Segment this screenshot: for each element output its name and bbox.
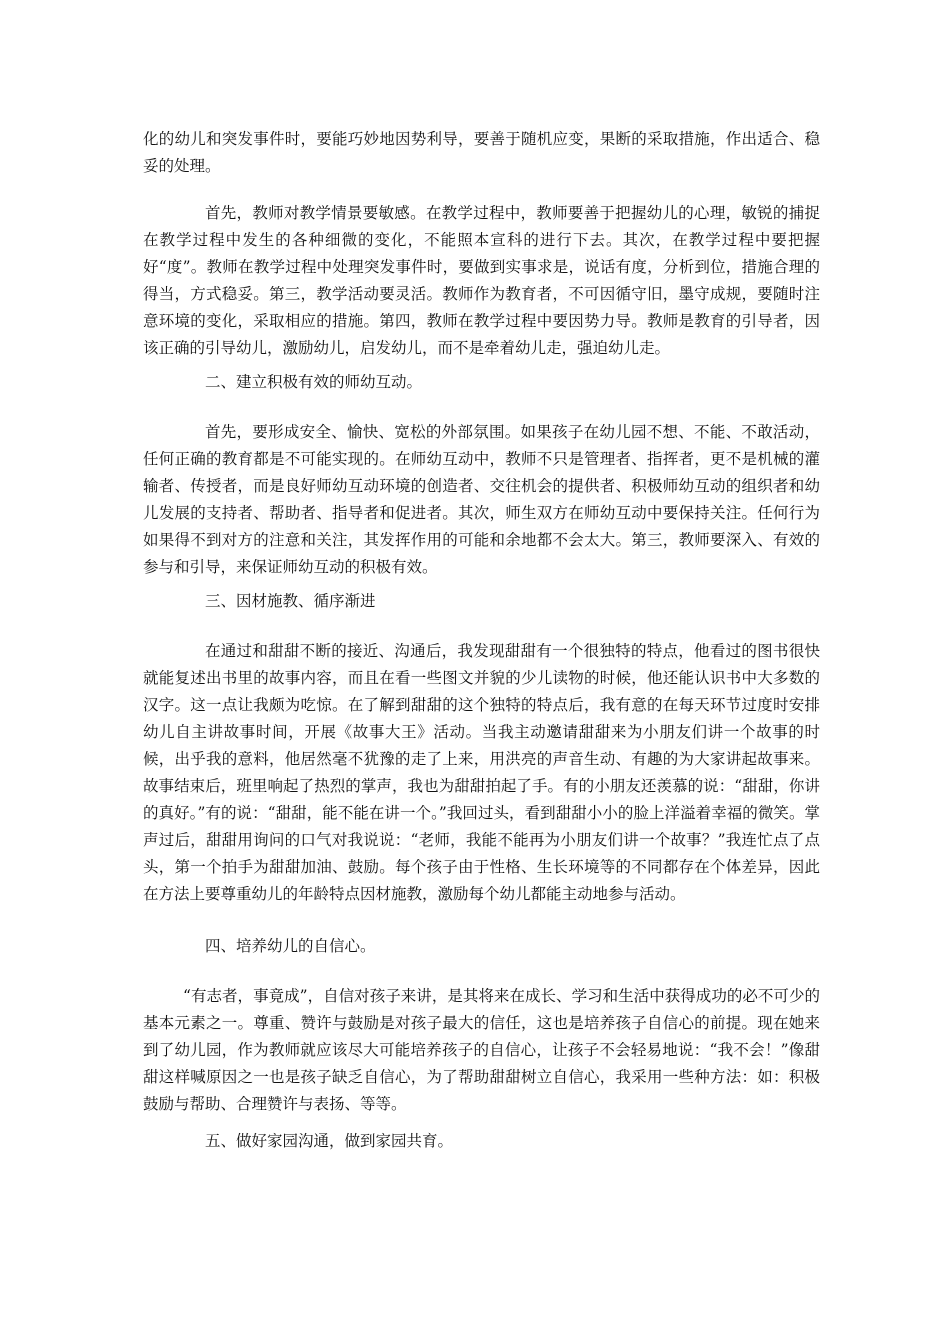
- paragraph-tiantian-story: 在通过和甜甜不断的接近、沟通后，我发现甜甜有一个很独特的特点，他看过的图书很快就能复述出书里的故事内容，而且在看一些图文并貌的少儿读物的时候，他还能认识书中大多数的汉字。这一点让我颇为吃惊。在了解到甜甜的这个独特的特点后，我有意的在每天环节过度时安排幼儿自主讲故事时间，开展《故事大王》活动。当我主动邀请甜甜来为小朋友们讲一个故事的时候，出乎我的意料，他居然毫不犹豫的走了上来，用洪亮的声音生动、有趣的为大家讲起故事来。故事结束后，班里响起了热烈的掌声，我也为甜甜拍起了手。有的小朋友还羡慕的说：“甜甜，你讲的真好。”有的说：“甜甜，能不能在讲一个。”我回过头，看到甜甜小小的脸上洋溢着幸福的微笑。掌声过后，甜甜用询问的口气对我说说：“老师，我能不能再为小朋友们讲一个故事？”我连忙点了点头，第一个拍手为甜甜加油、鼓励。每个孩子由于性格、生长环境等的不同都存在个体差异，因此在方法上要尊重幼儿的年龄特点因材施教，激励每个幼儿都能主动地参与活动。: [143, 642, 820, 903]
- paragraph-teacher-child-interaction: 首先，要形成安全、愉快、宽松的外部氛围。如果孩子在幼儿园不想、不能、不敢活动，任何正确的教育都是不可能实现的。在师幼互动中，教师不只是管理者、指挥者，更不是机械的灌输者、传授者，而是良好师幼互动环境的创造者、交往机会的提供者、积极师幼互动的组织者和幼儿发展的支持者、帮助者、指导者和促进者。其次，师生双方在师幼互动中要保持关注。任何行为如果得不到对方的注意和关注，其发挥作用的可能和余地都不会太大。第三，教师要深入、有效的参与和引导，来保证师幼互动的积极有效。: [143, 423, 820, 576]
- section-heading-2: 二、建立积极有效的师幼互动。: [205, 373, 423, 391]
- section-heading-4: 四、培养幼儿的自信心。: [205, 937, 376, 955]
- section-heading-5: 五、做好家园沟通，做到家园共育。: [205, 1132, 454, 1150]
- paragraph-confidence: “有志者，事竟成”，自信对孩子来讲，是其将来在成长、学习和生活中获得成功的必不可少的基本元素之一。尊重、赞许与鼓励是对孩子最大的信任，这也是培养孩子自信心的前提。现在她来到了幼儿园，作为教师就应该尽大可能培养孩子的自信心，让孩子不会轻易地说：“我不会！”像甜甜这样喊原因之一也是孩子缺乏自信心，为了帮助甜甜树立自信心，我采用一些种方法：如：积极鼓励与帮助、合理赞许与表扬、等等。: [143, 987, 820, 1113]
- section-heading-3: 三、因材施教、循序渐进: [205, 592, 376, 610]
- paragraph-continuation: 化的幼儿和突发事件时，要能巧妙地因势利导，要善于随机应变，果断的采取措施，作出适合、稳妥的处理。: [143, 130, 820, 175]
- paragraph-teaching-sensitivity: 首先，教师对教学情景要敏感。在教学过程中，教师要善于把握幼儿的心理，敏锐的捕捉在教学过程中发生的各种细微的变化，不能照本宣科的进行下去。其次，在教学过程中要把握好“度”。教师在教学过程中处理突发事件时，要做到实事求是，说话有度，分析到位，措施合理的得当，方式稳妥。第三，教学活动要灵活。教师作为教育者，不可因循守旧，墨守成规，要随时注意环境的变化，采取相应的措施。第四，教师在教学过程中要因势力导。教师是教育的引导者，因该正确的引导幼儿，激励幼儿，启发幼儿，而不是牵着幼儿走，强迫幼儿走。: [143, 204, 820, 357]
